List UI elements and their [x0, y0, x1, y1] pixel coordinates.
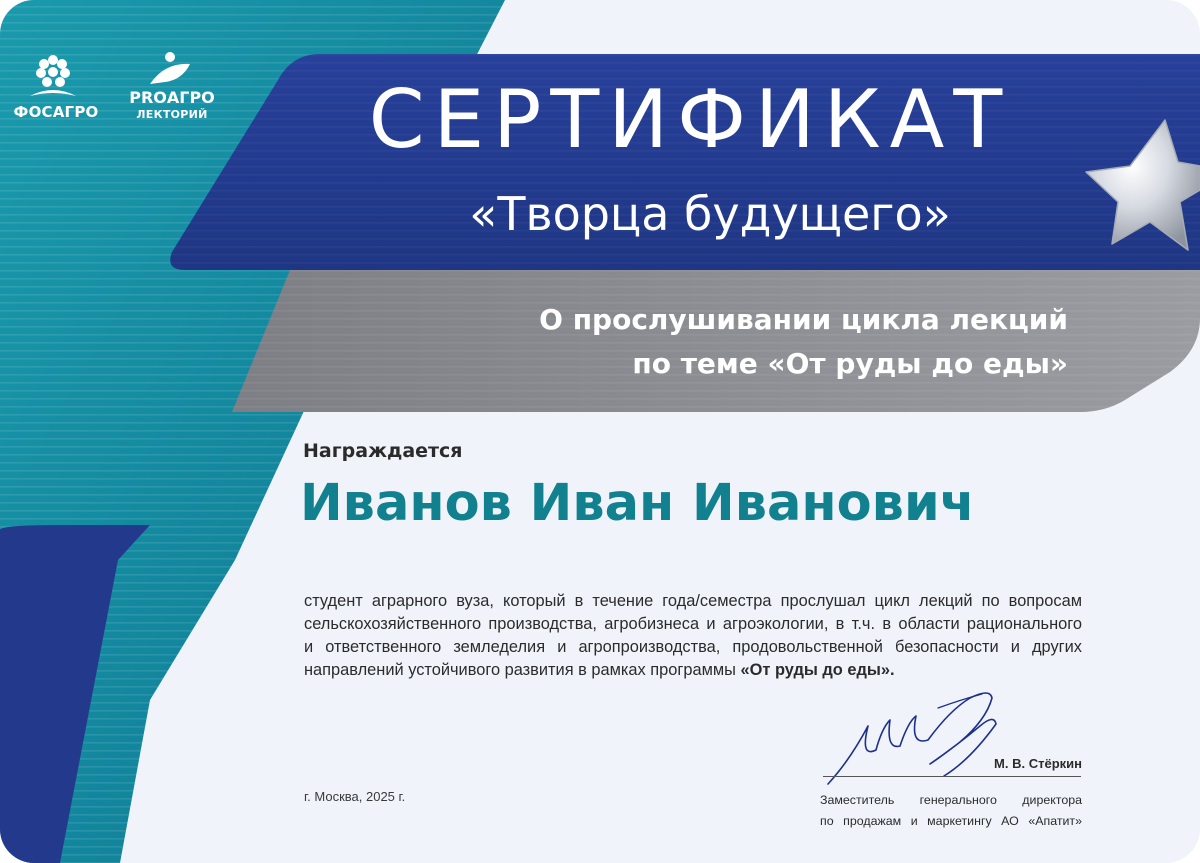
body-line: сельскохозяйственного производства, агробизнеса и агроэкологии, в т.ч. в области рационального: [304, 615, 1082, 633]
body-line: студент аграрного вуза, который в течение года/семестра прослушал цикл лекций по вопросам: [304, 592, 1082, 610]
certificate-body-text: [304, 590, 1082, 682]
certificate-subtitle: «Творца будущего»: [469, 187, 951, 241]
place-date: г. Москва, 2025 г.: [304, 789, 406, 804]
body-line: и ответственного земледелия и агропроизводства, продовольственной безопасности и других: [304, 638, 1082, 656]
about-line: О прослушивании цикла лекций: [539, 303, 1068, 336]
proagro-logo-text: PROАГРО: [129, 88, 215, 107]
signer-title-line: Заместитель генерального директора: [820, 793, 1082, 807]
phosagro-logo-text: ФОСАГРО: [13, 103, 99, 121]
body-last-text: направлений устойчивого развития в рамках программы: [304, 661, 741, 679]
signer-title: [820, 790, 1082, 832]
awarded-label: Награждается: [303, 440, 463, 462]
certificate-title: СЕРТИФИКАТ: [368, 73, 1012, 166]
signature: [820, 680, 1020, 790]
signature-line: [823, 776, 1081, 777]
signer-title-line: по продажам и маркетингу АО «Апатит»: [820, 814, 1082, 828]
recipient-name: Иванов Иван Иванович: [300, 474, 975, 533]
about-line: по теме «От руды до еды»: [632, 347, 1068, 380]
proagro-logo-subtext: ЛЕКТОРИЙ: [136, 108, 208, 121]
about-text: [440, 298, 1068, 386]
program-name: «От руды до еды».: [740, 661, 895, 679]
body-line-last: [304, 659, 1082, 682]
signer-name: М. В. Стёркин: [994, 756, 1082, 771]
